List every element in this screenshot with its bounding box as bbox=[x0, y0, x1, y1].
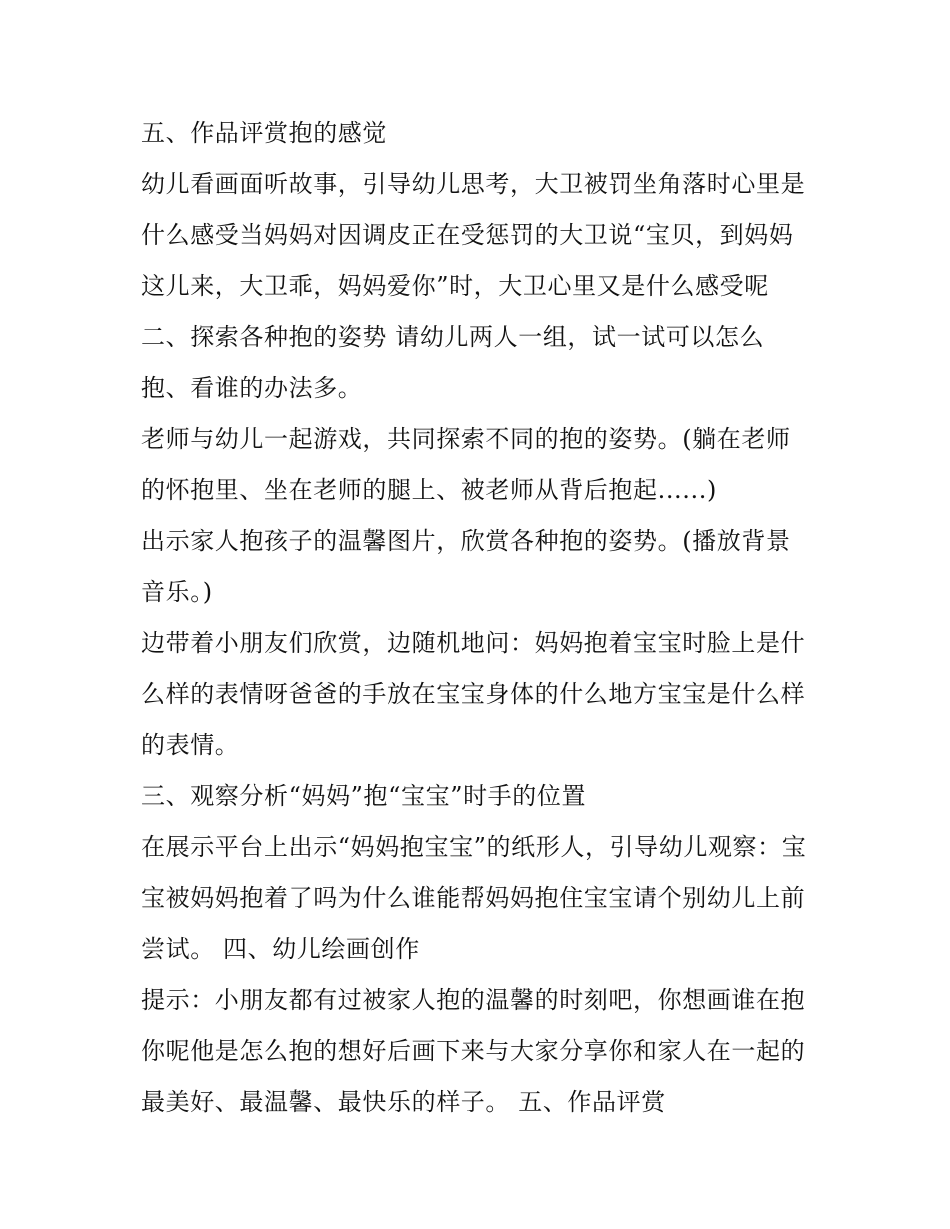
paragraph-line: 边带着小朋友们欣赏，边随机地问：妈妈抱着宝宝时脸上是什 bbox=[141, 629, 806, 657]
paragraph-line: 幼儿看画面听故事，引导幼儿思考，大卫被罚坐角落时心里是 bbox=[141, 170, 806, 198]
paragraph-line: 尝试。 四、幼儿绘画创作 bbox=[141, 935, 420, 963]
paragraph-line: 的怀抱里、坐在老师的腿上、被老师从背后抱起......) bbox=[141, 476, 717, 504]
section-heading: 五、作品评赏抱的感觉 bbox=[141, 119, 387, 147]
paragraph-line: 在展示平台上出示“妈妈抱宝宝”的纸形人，引导幼儿观察：宝 bbox=[141, 833, 807, 861]
paragraph-line: 出示家人抱孩子的温馨图片，欣赏各种抱的姿势。(播放背景 bbox=[141, 527, 791, 555]
paragraph-line: 你呢他是怎么抱的想好后画下来与大家分享你和家人在一起的 bbox=[141, 1037, 806, 1065]
section-heading: 三、观察分析“妈妈”抱“宝宝”时手的位置 bbox=[141, 782, 587, 810]
section-heading: 二、探索各种抱的姿势 请幼儿两人一组，试一试可以怎么 bbox=[141, 323, 765, 351]
paragraph-line: 这儿来，大卫乖，妈妈爱你”时，大卫心里又是什么感受呢 bbox=[141, 272, 769, 300]
paragraph-line: 么样的表情呀爸爸的手放在宝宝身体的什么地方宝宝是什么样 bbox=[141, 680, 806, 708]
document-body bbox=[141, 108, 821, 1128]
paragraph-line: 的表情。 bbox=[141, 731, 240, 759]
paragraph-line: 老师与幼儿一起游戏，共同探索不同的抱的姿势。(躺在老师 bbox=[141, 425, 791, 453]
paragraph-line: 最美好、最温馨、最快乐的样子。 五、作品评赏 bbox=[141, 1088, 666, 1116]
paragraph-line: 抱、看谁的办法多。 bbox=[141, 374, 363, 402]
paragraph-line: 什么感受当妈妈对因调皮正在受惩罚的大卫说“宝贝，到妈妈 bbox=[141, 221, 794, 249]
paragraph-line: 提示：小朋友都有过被家人抱的温馨的时刻吧，你想画谁在抱 bbox=[141, 986, 806, 1014]
paragraph-line: 音乐。) bbox=[141, 578, 213, 606]
paragraph-line: 宝被妈妈抱着了吗为什么谁能帮妈妈抱住宝宝请个别幼儿上前 bbox=[141, 884, 806, 912]
